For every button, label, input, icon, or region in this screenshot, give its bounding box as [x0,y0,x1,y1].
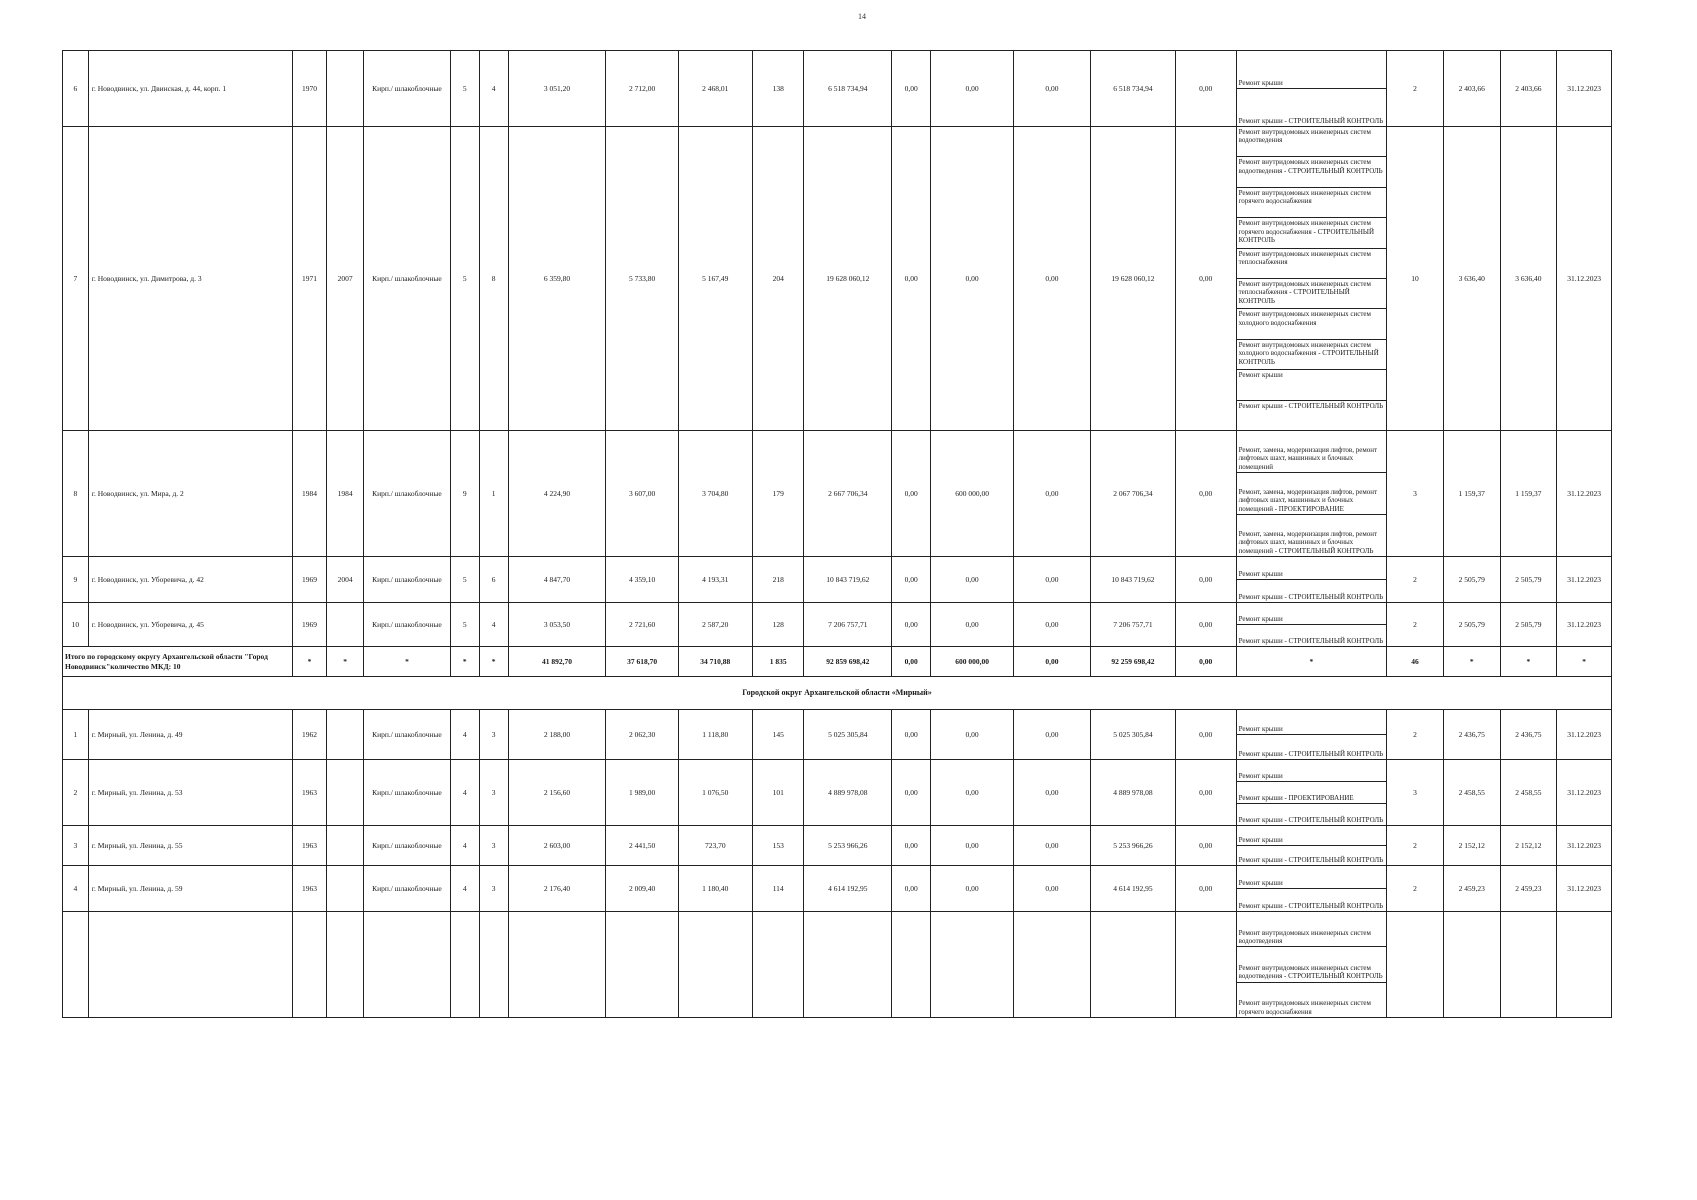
wall-material: Кирп./ шлакоблочные [364,710,451,760]
section-title: Городской округ Архангельской области «Мирный» [63,677,1612,710]
area-rooms: 2 721,60 [606,603,678,647]
cost-total: 6 518 734,94 [804,51,892,127]
work-types [1236,557,1387,603]
year-built: 1963 [292,760,326,826]
fund-local: 0,00 [1013,51,1090,127]
work-item: Ремонт крыши [1237,370,1387,400]
fund-federal [892,912,931,1018]
max-cost: 2 505,79 [1500,557,1557,603]
area-total: 6 359,80 [508,127,606,431]
work-types [1236,710,1387,760]
total-star: * [450,647,479,677]
floors: 4 [450,710,479,760]
fund-local: 0,00 [1013,603,1090,647]
entrances: 3 [479,826,508,866]
unit-cost: 3 636,40 [1443,127,1500,431]
fund-federal: 0,00 [892,866,931,912]
work-item: Ремонт внутридомовых инженерных систем водоотведения - СТРОИТЕЛЬНЫЙ КОНТРОЛЬ [1237,157,1387,187]
house-row [63,760,1612,826]
year-renovated [327,760,364,826]
area-rooms: 2 712,00 [606,51,678,127]
cost-total: 4 614 192,95 [804,866,892,912]
floors: 5 [450,557,479,603]
year-renovated [327,826,364,866]
work-item: Ремонт крыши [1237,51,1387,89]
house-row [63,431,1612,557]
cost-total: 5 253 966,26 [804,826,892,866]
wall-material [364,912,451,1018]
work-item: Ремонт крыши - СТРОИТЕЛЬНЫЙ КОНТРОЛЬ [1238,815,1384,824]
fund-local: 0,00 [1013,866,1090,912]
work-types [1236,603,1387,647]
year-renovated: 2004 [327,557,364,603]
area-living: 2 587,20 [678,603,752,647]
total-fund-owners: 92 259 698,42 [1091,647,1176,677]
work-count: 2 [1387,603,1444,647]
total-star: * [1443,647,1500,677]
work-count: 2 [1387,866,1444,912]
house-row [63,912,1612,1018]
area-rooms: 3 607,00 [606,431,678,557]
fund-other: 0,00 [1175,710,1236,760]
fund-federal: 0,00 [892,557,931,603]
work-item: Ремонт крыши - СТРОИТЕЛЬНЫЙ КОНТРОЛЬ [1238,749,1384,758]
cost-total [804,912,892,1018]
work-item: Ремонт внутридомовых инженерных систем горячего водоснабжения - СТРОИТЕЛЬНЫЙ КОНТРОЛЬ [1237,218,1387,248]
wall-material: Кирп./ шлакоблочные [364,866,451,912]
year-built: 1984 [292,431,326,557]
year-built [292,912,326,1018]
residents [752,912,804,1018]
address: г. Мирный, ул. Ленина, д. 53 [88,760,292,826]
total-row [63,647,1612,677]
area-total [508,912,606,1018]
deadline: 31.12.2023 [1557,710,1612,760]
wall-material: Кирп./ шлакоблочные [364,51,451,127]
row-number: 10 [63,603,89,647]
total-cost: 92 859 698,42 [804,647,892,677]
address: г. Мирный, ул. Ленина, д. 55 [88,826,292,866]
total-star: * [1557,647,1612,677]
capital-repair-table [62,50,1612,1018]
fund-local: 0,00 [1013,760,1090,826]
row-number [63,912,89,1018]
area-rooms: 2 062,30 [606,710,678,760]
total-area-living: 34 710,88 [678,647,752,677]
total-fund-federal: 0,00 [892,647,931,677]
year-built: 1969 [292,557,326,603]
floors: 9 [450,431,479,557]
fund-other: 0,00 [1175,431,1236,557]
work-item: Ремонт внутридомовых инженерных систем холодного водоснабжения - СТРОИТЕЛЬНЫЙ КОНТРОЛЬ [1237,340,1387,370]
area-total: 4 847,70 [508,557,606,603]
work-count [1387,912,1444,1018]
total-work-count: 46 [1387,647,1444,677]
deadline: 31.12.2023 [1557,127,1612,431]
section-header-row [63,677,1612,710]
deadline: 31.12.2023 [1557,826,1612,866]
row-number: 6 [63,51,89,127]
floors: 4 [450,866,479,912]
work-item: Ремонт крыши - СТРОИТЕЛЬНЫЙ КОНТРОЛЬ [1238,636,1384,645]
work-count: 3 [1387,431,1444,557]
wall-material: Кирп./ шлакоблочные [364,557,451,603]
area-living: 3 704,80 [678,431,752,557]
fund-local: 0,00 [1013,826,1090,866]
fund-regional: 0,00 [931,51,1014,127]
cost-total: 4 889 978,08 [804,760,892,826]
fund-regional: 600 000,00 [931,431,1014,557]
total-area-total: 41 892,70 [508,647,606,677]
house-row [63,710,1612,760]
row-number: 4 [63,866,89,912]
fund-other: 0,00 [1175,557,1236,603]
residents: 101 [752,760,804,826]
row-number: 2 [63,760,89,826]
area-total: 2 603,00 [508,826,606,866]
work-types [1236,826,1387,866]
novodvinsk-total [63,647,1612,710]
year-renovated [327,51,364,127]
residents: 153 [752,826,804,866]
area-total: 4 224,90 [508,431,606,557]
fund-regional: 0,00 [931,710,1014,760]
area-living: 1 180,40 [678,866,752,912]
work-item: Ремонт, замена, модернизация лифтов, ремонт лифтовых шахт, машинных и блочных помещений - ПРОЕКТИРОВАНИЕ [1237,473,1387,515]
row-number: 3 [63,826,89,866]
row-number: 8 [63,431,89,557]
address: г. Новодвинск, ул. Уборевича, д. 45 [88,603,292,647]
fund-owners: 4 614 192,95 [1091,866,1176,912]
unit-cost: 2 505,79 [1443,603,1500,647]
residents: 138 [752,51,804,127]
fund-local [1013,912,1090,1018]
fund-regional: 0,00 [931,557,1014,603]
capital-repair-table-sheet [62,50,1612,1018]
max-cost: 2 152,12 [1500,826,1557,866]
work-item: Ремонт крыши [1237,603,1387,625]
work-item: Ремонт крыши - СТРОИТЕЛЬНЫЙ КОНТРОЛЬ [1238,116,1384,125]
mirny-rows [63,710,1612,1018]
fund-federal: 0,00 [892,127,931,431]
work-item: Ремонт крыши - СТРОИТЕЛЬНЫЙ КОНТРОЛЬ [1238,592,1384,601]
work-item: Ремонт, замена, модернизация лифтов, ремонт лифтовых шахт, машинных и блочных помещений [1237,431,1387,473]
total-star: * [1236,647,1387,677]
work-types [1236,431,1387,557]
work-item: Ремонт внутридомовых инженерных систем холодного водоснабжения [1237,309,1387,339]
total-fund-other: 0,00 [1175,647,1236,677]
area-total: 2 188,00 [508,710,606,760]
residents: 218 [752,557,804,603]
house-row [63,603,1612,647]
row-number: 9 [63,557,89,603]
cost-total: 10 843 719,62 [804,557,892,603]
house-row [63,51,1612,127]
fund-federal: 0,00 [892,603,931,647]
area-living: 2 468,01 [678,51,752,127]
entrances: 4 [479,51,508,127]
work-count: 2 [1387,51,1444,127]
deadline: 31.12.2023 [1557,603,1612,647]
total-fund-local: 0,00 [1013,647,1090,677]
unit-cost: 2 403,66 [1443,51,1500,127]
max-cost: 1 159,37 [1500,431,1557,557]
novodvinsk-rows [63,51,1612,647]
work-item: Ремонт крыши [1237,826,1387,846]
unit-cost: 2 152,12 [1443,826,1500,866]
work-item: Ремонт крыши [1237,866,1387,889]
year-renovated [327,710,364,760]
page-number: 14 [858,12,866,21]
max-cost [1500,912,1557,1018]
work-count: 2 [1387,710,1444,760]
cost-total: 2 667 706,34 [804,431,892,557]
fund-local: 0,00 [1013,431,1090,557]
fund-federal: 0,00 [892,710,931,760]
residents: 114 [752,866,804,912]
wall-material: Кирп./ шлакоблочные [364,826,451,866]
fund-other [1175,912,1236,1018]
work-count: 3 [1387,760,1444,826]
work-item: Ремонт внутридомовых инженерных систем водоотведения [1237,912,1387,947]
area-living: 723,70 [678,826,752,866]
floors: 5 [450,127,479,431]
max-cost: 3 636,40 [1500,127,1557,431]
fund-owners: 2 067 706,34 [1091,431,1176,557]
fund-owners: 5 025 305,84 [1091,710,1176,760]
unit-cost: 2 505,79 [1443,557,1500,603]
deadline [1557,912,1612,1018]
fund-other: 0,00 [1175,603,1236,647]
work-count: 2 [1387,826,1444,866]
total-area-rooms: 37 618,70 [606,647,678,677]
floors: 5 [450,51,479,127]
area-rooms: 1 989,00 [606,760,678,826]
entrances: 3 [479,710,508,760]
fund-federal: 0,00 [892,760,931,826]
work-types [1236,760,1387,826]
area-rooms: 2 009,40 [606,866,678,912]
address: г. Мирный, ул. Ленина, д. 59 [88,866,292,912]
year-built: 1963 [292,866,326,912]
area-living: 4 193,31 [678,557,752,603]
fund-owners: 6 518 734,94 [1091,51,1176,127]
work-item: Ремонт внутридомовых инженерных систем теплоснабжения [1237,249,1387,279]
max-cost: 2 459,23 [1500,866,1557,912]
year-renovated [327,603,364,647]
residents: 128 [752,603,804,647]
total-residents: 1 835 [752,647,804,677]
floors: 4 [450,826,479,866]
work-item: Ремонт внутридомовых инженерных систем горячего водоснабжения [1238,999,1371,1016]
fund-regional [931,912,1014,1018]
house-row [63,557,1612,603]
area-living: 1 076,50 [678,760,752,826]
fund-other: 0,00 [1175,760,1236,826]
max-cost: 2 505,79 [1500,603,1557,647]
area-rooms: 5 733,80 [606,127,678,431]
entrances: 3 [479,866,508,912]
fund-owners: 19 628 060,12 [1091,127,1176,431]
floors: 4 [450,760,479,826]
entrances: 6 [479,557,508,603]
work-item: Ремонт, замена, модернизация лифтов, ремонт лифтовых шахт, машинных и блочных помещений - СТРОИТЕЛЬНЫЙ КОНТРОЛЬ [1238,529,1378,555]
fund-local: 0,00 [1013,710,1090,760]
work-item: Ремонт крыши - ПРОЕКТИРОВАНИЕ [1237,782,1387,804]
work-item: Ремонт крыши [1237,557,1387,580]
deadline: 31.12.2023 [1557,51,1612,127]
year-built: 1963 [292,826,326,866]
residents: 145 [752,710,804,760]
work-item: Ремонт внутридомовых инженерных систем водоотведения [1237,127,1387,157]
wall-material: Кирп./ шлакоблочные [364,127,451,431]
work-item: Ремонт крыши [1237,760,1387,782]
area-rooms: 4 359,10 [606,557,678,603]
total-star: * [1500,647,1557,677]
house-row [63,127,1612,431]
max-cost: 2 436,75 [1500,710,1557,760]
cost-total: 5 025 305,84 [804,710,892,760]
fund-other: 0,00 [1175,127,1236,431]
total-star: * [479,647,508,677]
house-row [63,826,1612,866]
wall-material: Кирп./ шлакоблочные [364,431,451,557]
address: г. Новодвинск, ул. Уборевича, д. 42 [88,557,292,603]
fund-other: 0,00 [1175,51,1236,127]
row-number: 7 [63,127,89,431]
entrances: 3 [479,760,508,826]
area-total: 2 156,60 [508,760,606,826]
address: г. Новодвинск, ул. Мира, д. 2 [88,431,292,557]
fund-federal: 0,00 [892,431,931,557]
unit-cost [1443,912,1500,1018]
entrances [479,912,508,1018]
fund-owners: 4 889 978,08 [1091,760,1176,826]
year-built: 1969 [292,603,326,647]
fund-regional: 0,00 [931,127,1014,431]
area-total: 3 053,50 [508,603,606,647]
unit-cost: 2 459,23 [1443,866,1500,912]
address: г. Новодвинск, ул. Димитрова, д. 3 [88,127,292,431]
deadline: 31.12.2023 [1557,431,1612,557]
residents: 179 [752,431,804,557]
year-renovated: 2007 [327,127,364,431]
unit-cost: 2 436,75 [1443,710,1500,760]
max-cost: 2 403,66 [1500,51,1557,127]
work-item: Ремонт крыши - СТРОИТЕЛЬНЫЙ КОНТРОЛЬ [1238,855,1384,864]
fund-owners: 10 843 719,62 [1091,557,1176,603]
area-rooms: 2 441,50 [606,826,678,866]
entrances: 8 [479,127,508,431]
wall-material: Кирп./ шлакоблочные [364,603,451,647]
work-types [1236,127,1387,431]
total-star: * [364,647,451,677]
row-number: 1 [63,710,89,760]
fund-regional: 0,00 [931,826,1014,866]
unit-cost: 1 159,37 [1443,431,1500,557]
floors [450,912,479,1018]
total-star: * [327,647,364,677]
year-renovated [327,912,364,1018]
fund-federal: 0,00 [892,826,931,866]
year-renovated [327,866,364,912]
entrances: 1 [479,431,508,557]
wall-material: Кирп./ шлакоблочные [364,760,451,826]
fund-owners: 7 206 757,71 [1091,603,1176,647]
house-row [63,866,1612,912]
work-types [1236,912,1387,1018]
work-item: Ремонт внутридомовых инженерных систем водоотведения - СТРОИТЕЛЬНЫЙ КОНТРОЛЬ [1237,947,1387,982]
residents: 204 [752,127,804,431]
max-cost: 2 458,55 [1500,760,1557,826]
deadline: 31.12.2023 [1557,866,1612,912]
fund-owners: 5 253 966,26 [1091,826,1176,866]
work-item: Ремонт крыши - СТРОИТЕЛЬНЫЙ КОНТРОЛЬ [1238,901,1384,910]
deadline: 31.12.2023 [1557,557,1612,603]
year-renovated: 1984 [327,431,364,557]
fund-owners [1091,912,1176,1018]
year-built: 1962 [292,710,326,760]
fund-local: 0,00 [1013,127,1090,431]
year-built: 1971 [292,127,326,431]
total-label: Итого по городскому округу Архангельской области "Город Новодвинск"количество МКД: 10 [63,647,293,677]
unit-cost: 2 458,55 [1443,760,1500,826]
area-living [678,912,752,1018]
work-item: Ремонт крыши - СТРОИТЕЛЬНЫЙ КОНТРОЛЬ [1238,401,1384,410]
address [88,912,292,1018]
area-total: 3 051,20 [508,51,606,127]
fund-local: 0,00 [1013,557,1090,603]
work-item: Ремонт внутридомовых инженерных систем теплоснабжения - СТРОИТЕЛЬНЫЙ КОНТРОЛЬ [1237,279,1387,309]
fund-federal: 0,00 [892,51,931,127]
fund-regional: 0,00 [931,760,1014,826]
year-built: 1970 [292,51,326,127]
fund-regional: 0,00 [931,866,1014,912]
address: г. Мирный, ул. Ленина, д. 49 [88,710,292,760]
entrances: 4 [479,603,508,647]
deadline: 31.12.2023 [1557,760,1612,826]
address: г. Новодвинск, ул. Двинская, д. 44, корп. 1 [88,51,292,127]
fund-other: 0,00 [1175,826,1236,866]
work-types [1236,51,1387,127]
work-types [1236,866,1387,912]
work-item: Ремонт внутридомовых инженерных систем горячего водоснабжения [1237,188,1387,218]
work-count: 10 [1387,127,1444,431]
area-rooms [606,912,678,1018]
work-count: 2 [1387,557,1444,603]
fund-regional: 0,00 [931,603,1014,647]
fund-other: 0,00 [1175,866,1236,912]
work-item: Ремонт крыши [1237,710,1387,735]
area-living: 1 118,80 [678,710,752,760]
cost-total: 7 206 757,71 [804,603,892,647]
cost-total: 19 628 060,12 [804,127,892,431]
floors: 5 [450,603,479,647]
area-total: 2 176,40 [508,866,606,912]
total-star: * [292,647,326,677]
total-fund-regional: 600 000,00 [931,647,1014,677]
area-living: 5 167,49 [678,127,752,431]
